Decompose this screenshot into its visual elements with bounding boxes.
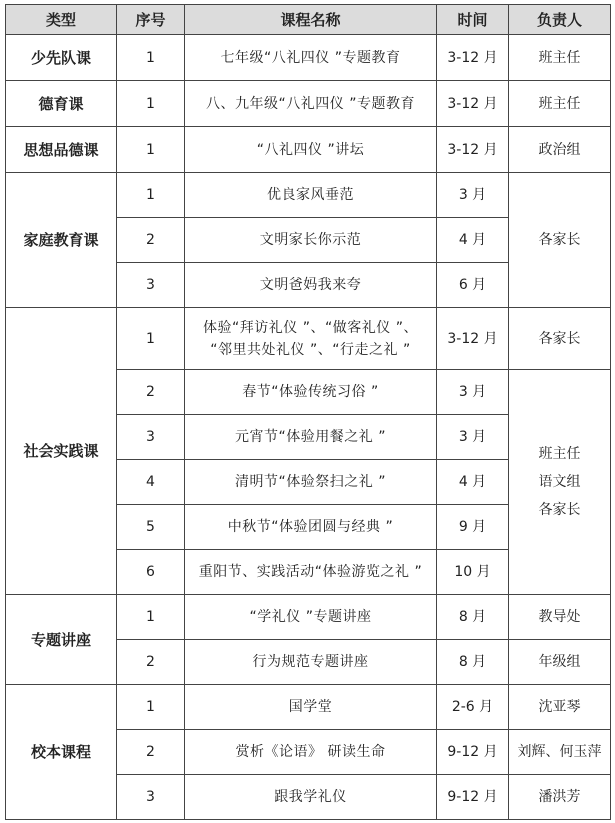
owner-line: 班主任 [538,446,581,462]
time-cell: 9-12 月 [437,730,509,775]
course-line-1: 体验“拜访礼仪 ”、“做客礼仪 ”、 [203,319,418,336]
index-cell: 2 [117,370,185,415]
table-row [6,127,611,173]
owner-cell: 政治组 [509,127,611,173]
time-cell: 8 月 [437,640,509,685]
index-cell: 3 [117,775,185,820]
owner-line: 各家长 [538,502,581,518]
course-cell: 中秋节“体验团圆与经典 ” [185,505,437,550]
time-cell: 9 月 [437,505,509,550]
course-cell: 行为规范专题讲座 [185,640,437,685]
owner-cell: 刘辉、何玉萍 [509,730,611,775]
owner-cell [509,370,611,595]
course-cell: “八礼四仪 ”讲坛 [185,127,437,173]
index-cell: 2 [117,640,185,685]
time-cell: 3 月 [437,415,509,460]
category-cell: 校本课程 [6,685,117,820]
index-cell: 1 [117,127,185,173]
time-cell: 9-12 月 [437,775,509,820]
owner-cell: 班主任 [509,81,611,127]
owner-cell: 各家长 [509,173,611,308]
header-time: 时间 [437,5,509,35]
index-cell: 2 [117,218,185,263]
table-row [6,173,611,218]
category-cell: 专题讲座 [6,595,117,685]
time-cell: 4 月 [437,218,509,263]
owner-cell: 班主任 [509,35,611,81]
time-cell: 3-12 月 [437,81,509,127]
owner-cell: 年级组 [509,640,611,685]
time-cell: 8 月 [437,595,509,640]
time-cell: 3 月 [437,173,509,218]
course-cell: 跟我学礼仪 [185,775,437,820]
owner-cell: 沈亚琴 [509,685,611,730]
owner-cell: 教导处 [509,595,611,640]
table-row [6,308,611,370]
index-cell: 1 [117,35,185,81]
table-row [6,685,611,730]
owner-cell: 各家长 [509,308,611,370]
header-course: 课程名称 [185,5,437,35]
table-row [6,595,611,640]
index-cell: 1 [117,595,185,640]
time-cell: 3-12 月 [437,308,509,370]
index-cell: 1 [117,685,185,730]
course-cell: 清明节“体验祭扫之礼 ” [185,460,437,505]
course-cell: 赏析《论语》 研读生命 [185,730,437,775]
owner-line: 语文组 [538,474,581,490]
time-cell: 3-12 月 [437,127,509,173]
index-cell: 3 [117,415,185,460]
index-cell: 1 [117,173,185,218]
time-cell: 4 月 [437,460,509,505]
category-cell: 家庭教育课 [6,173,117,308]
header-type: 类型 [6,5,117,35]
course-cell: “学礼仪 ”专题讲座 [185,595,437,640]
course-schedule-table [5,4,611,820]
time-cell: 10 月 [437,550,509,595]
header-row [6,5,611,35]
table-row [6,81,611,127]
index-cell: 5 [117,505,185,550]
course-cell: 春节“体验传统习俗 ” [185,370,437,415]
course-cell: 优良家风垂范 [185,173,437,218]
course-cell: 重阳节、实践活动“体验游览之礼 ” [185,550,437,595]
table-row [6,35,611,81]
course-cell: 文明爸妈我来夸 [185,263,437,308]
index-cell: 6 [117,550,185,595]
index-cell: 4 [117,460,185,505]
index-cell: 2 [117,730,185,775]
category-cell: 少先队课 [6,35,117,81]
course-cell: 八、九年级“八礼四仪 ”专题教育 [185,81,437,127]
course-cell: 文明家长你示范 [185,218,437,263]
header-index: 序号 [117,5,185,35]
course-cell: 七年级“八礼四仪 ”专题教育 [185,35,437,81]
header-owner: 负责人 [509,5,611,35]
time-cell: 2-6 月 [437,685,509,730]
course-cell: 国学堂 [185,685,437,730]
course-cell: 元宵节“体验用餐之礼 ” [185,415,437,460]
index-cell: 1 [117,81,185,127]
category-cell: 思想品德课 [6,127,117,173]
index-cell: 1 [117,308,185,370]
index-cell: 3 [117,263,185,308]
time-cell: 6 月 [437,263,509,308]
category-cell: 德育课 [6,81,117,127]
owner-cell: 潘洪芳 [509,775,611,820]
course-line-2: “邻里共处礼仪 ”、“行走之礼 ” [210,341,411,358]
course-cell [185,308,437,370]
time-cell: 3-12 月 [437,35,509,81]
time-cell: 3 月 [437,370,509,415]
category-cell: 社会实践课 [6,308,117,595]
